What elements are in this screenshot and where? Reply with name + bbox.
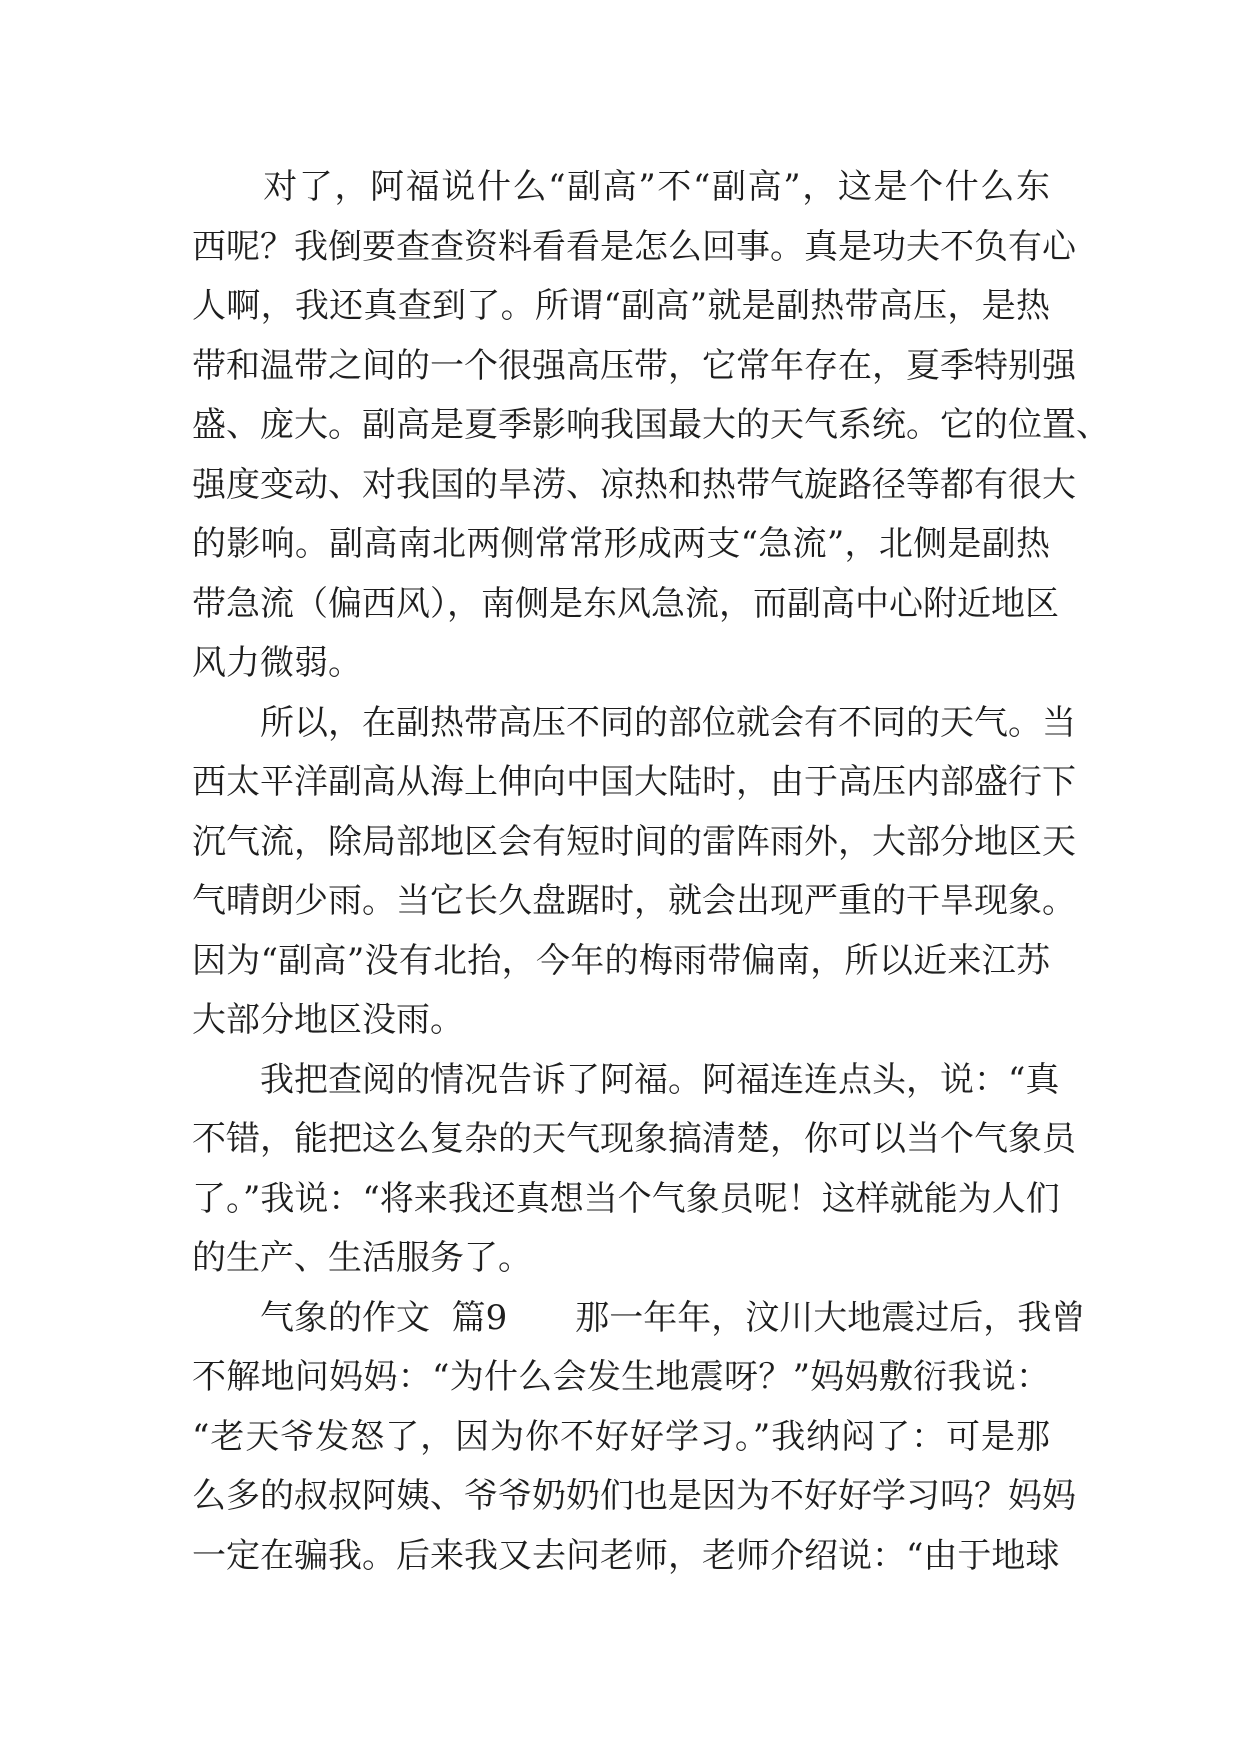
text-line: 人啊，我还真查到了。所谓“副高”就是副热带高压，是热 bbox=[192, 286, 1050, 326]
text-line: 因为“副高”没有北抬，今年的梅雨带偏南，所以近来江苏 bbox=[192, 940, 1050, 981]
paragraph-conversation bbox=[192, 1051, 1076, 1289]
text-line: 带和温带之间的一个很强高压带，它常年存在，夏季特别强 bbox=[192, 345, 1076, 386]
paragraph-fuGao-definition bbox=[192, 158, 1110, 694]
text-line: 不错，能把这么复杂的天气现象搞清楚，你可以当个气象员 bbox=[192, 1119, 1076, 1159]
text-line: 不解地问妈妈：“为什么会发生地震呀？”妈妈敷衍我说： bbox=[192, 1357, 1050, 1397]
text-line: 强度变动、对我国的旱涝、凉热和热带气旋路径等都有很大 bbox=[192, 464, 1076, 505]
text-line: 我把查阅的情况告诉了阿福。阿福连连点头，说：“真 bbox=[192, 1059, 1060, 1100]
text-line: 大部分地区没雨。 bbox=[192, 1000, 464, 1040]
text-line: 气晴朗少雨。当它长久盘踞时，就会出现严重的干旱现象。 bbox=[192, 881, 1076, 921]
text-line: 西太平洋副高从海上伸向中国大陆时，由于高压内部盛行下 bbox=[192, 762, 1076, 802]
document-body bbox=[192, 158, 1110, 1586]
text-line: 的生产、生活服务了。 bbox=[192, 1238, 532, 1278]
text-line: 气象的作文 篇9 那一年年，汶川大地震过后，我曾 bbox=[192, 1297, 1086, 1338]
text-line: 的影响。副高南北两侧常常形成两支“急流”，北侧是副热 bbox=[192, 524, 1050, 564]
text-line: 盛、庞大。副高是夏季影响我国最大的天气系统。它的位置、 bbox=[192, 405, 1110, 445]
text-line: 么多的叔叔阿姨、爷爷奶奶们也是因为不好好学习吗？妈妈 bbox=[192, 1476, 1076, 1516]
text-line: 了。”我说：“将来我还真想当个气象员呢！这样就能为人们 bbox=[192, 1178, 1060, 1219]
text-line: 对了，阿福说什么“副高”不“副高”，这是个什么东 bbox=[192, 167, 1050, 207]
text-line: “老天爷发怒了，因为你不好好学习。”我纳闷了：可是那 bbox=[192, 1416, 1050, 1457]
paragraph-weather-effects bbox=[192, 694, 1076, 1051]
paragraph-essay-9 bbox=[192, 1289, 1086, 1587]
text-line: 所以，在副热带高压不同的部位就会有不同的天气。当 bbox=[192, 702, 1076, 743]
text-line: 西呢？我倒要查查资料看看是怎么回事。真是功夫不负有心 bbox=[192, 226, 1076, 267]
text-line: 一定在骗我。后来我又去问老师，老师介绍说：“由于地球 bbox=[192, 1535, 1060, 1576]
text-line: 沉气流，除局部地区会有短时间的雷阵雨外，大部分地区天 bbox=[192, 821, 1076, 862]
text-line: 风力微弱。 bbox=[192, 643, 362, 683]
text-line: 带急流（偏西风），南侧是东风急流，而副高中心附近地区 bbox=[192, 583, 1059, 624]
